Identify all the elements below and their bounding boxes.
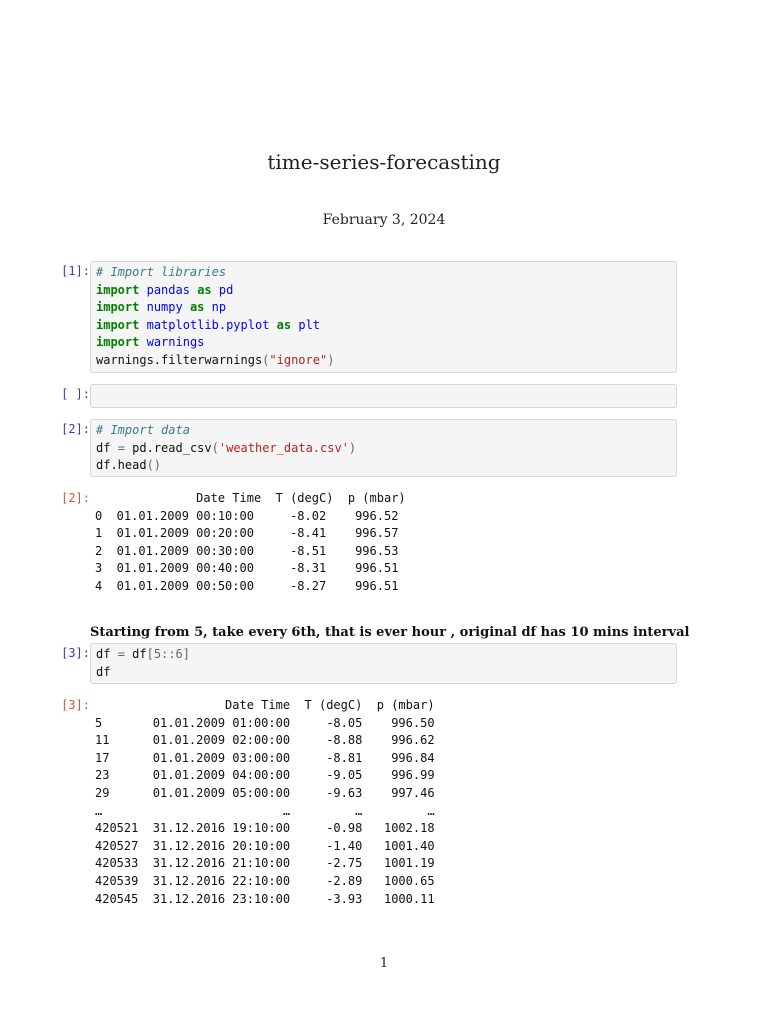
output-prompt: [3]: — [61, 698, 90, 712]
code-keyword: import — [96, 335, 140, 350]
code-space — [139, 318, 146, 332]
code-token: df — [96, 440, 111, 455]
code-line — [96, 664, 671, 682]
table-row: 3 01.01.2009 00:40:00 -8.31 996.51 — [95, 561, 399, 576]
table-ellipsis-row: … … … … — [95, 803, 435, 818]
code-operator: ( — [211, 440, 219, 455]
table-row: 420533 31.12.2016 21:10:00 -2.75 1001.19 — [95, 856, 435, 871]
code-line — [96, 646, 671, 664]
code-operator: ) — [348, 440, 357, 455]
code-operator: = — [117, 647, 125, 661]
code-line — [96, 282, 671, 300]
code-module: pandas — [146, 282, 190, 297]
input-prompt: [2]: — [61, 422, 90, 436]
code-token: pd.read_csv — [132, 440, 212, 455]
code-operator: () — [146, 458, 162, 473]
code-module: np — [211, 300, 227, 315]
input-prompt: [ ]: — [61, 387, 90, 401]
markdown-heading: Starting from 5, take every 6th, that is ever hour , original df has 10 mins interval — [90, 625, 690, 640]
code-token: df.head — [96, 458, 147, 473]
code-keyword: import — [96, 282, 140, 297]
code-token: warnings.filterwarnings — [96, 352, 263, 367]
document-title: time-series-forecasting — [267, 150, 501, 174]
code-operator: ( — [262, 352, 270, 367]
code-token: df — [96, 664, 111, 679]
code-space — [139, 300, 146, 314]
code-keyword: import — [96, 317, 140, 332]
page-number: 1 — [379, 956, 389, 971]
code-line — [96, 299, 671, 317]
table-row: 0 01.01.2009 00:10:00 -8.02 996.52 — [95, 508, 399, 523]
code-keyword: as — [197, 282, 212, 297]
code-string: 'weather_data.csv' — [218, 440, 349, 455]
code-token: df — [96, 647, 111, 661]
code-module: pd — [218, 282, 234, 297]
code-comment: # Import libraries — [96, 265, 227, 279]
code-line — [96, 317, 671, 335]
code-operator: ) — [327, 352, 335, 367]
dataframe-output — [95, 490, 406, 596]
code-space — [183, 300, 190, 314]
table-row: 23 01.01.2009 04:00:00 -9.05 996.99 — [95, 768, 435, 783]
code-string: "ignore" — [269, 352, 328, 367]
code-operator: = — [117, 440, 125, 455]
code-cell-resample[interactable] — [90, 643, 677, 684]
empty-code-cell[interactable] — [90, 384, 677, 408]
table-row: 29 01.01.2009 05:00:00 -9.63 997.46 — [95, 785, 435, 800]
table-row: 5 01.01.2009 01:00:00 -8.05 996.50 — [95, 715, 435, 730]
table-row: 420527 31.12.2016 20:10:00 -1.40 1001.40 — [95, 838, 435, 853]
code-module: numpy — [146, 300, 183, 315]
code-space — [139, 283, 146, 297]
document-date: February 3, 2024 — [322, 212, 446, 228]
table-row: 420521 31.12.2016 19:10:00 -0.98 1002.18 — [95, 821, 435, 836]
dataframe-output — [95, 697, 435, 908]
code-module: warnings — [146, 335, 205, 350]
code-operator: [5::6] — [146, 647, 190, 661]
code-keyword: as — [276, 317, 292, 332]
input-prompt: [1]: — [61, 264, 90, 278]
table-row: 11 01.01.2009 02:00:00 -8.88 996.62 — [95, 733, 435, 748]
output-prompt: [2]: — [61, 491, 90, 505]
code-space — [204, 300, 211, 314]
code-space — [110, 441, 117, 455]
code-comment: # Import data — [96, 423, 190, 437]
code-keyword: import — [96, 300, 140, 315]
code-line — [96, 422, 671, 440]
code-line — [96, 457, 671, 475]
code-line — [96, 334, 671, 352]
code-module: plt — [298, 317, 321, 332]
code-line — [96, 264, 671, 282]
code-space — [212, 283, 219, 297]
table-row: 2 01.01.2009 00:30:00 -8.51 996.53 — [95, 543, 399, 558]
table-header: Date Time T (degC) p (mbar) — [95, 491, 406, 505]
code-space — [269, 318, 276, 332]
table-row: 4 01.01.2009 00:50:00 -8.27 996.51 — [95, 578, 399, 593]
code-module: matplotlib.pyplot — [146, 317, 270, 332]
code-space — [139, 335, 146, 349]
table-header: Date Time T (degC) p (mbar) — [95, 698, 435, 712]
table-row: 1 01.01.2009 00:20:00 -8.41 996.57 — [95, 526, 399, 541]
code-token: df — [132, 647, 147, 661]
table-row: 17 01.01.2009 03:00:00 -8.81 996.84 — [95, 750, 435, 765]
code-keyword: as — [189, 300, 205, 315]
code-cell-import-libraries[interactable] — [90, 261, 677, 373]
code-line — [96, 440, 671, 458]
code-cell-import-data[interactable] — [90, 419, 677, 477]
input-prompt: [3]: — [61, 646, 90, 660]
code-line — [96, 352, 671, 370]
table-row: 420539 31.12.2016 22:10:00 -2.89 1000.65 — [95, 873, 435, 888]
code-space — [110, 647, 117, 661]
table-row: 420545 31.12.2016 23:10:00 -3.93 1000.11 — [95, 891, 435, 906]
